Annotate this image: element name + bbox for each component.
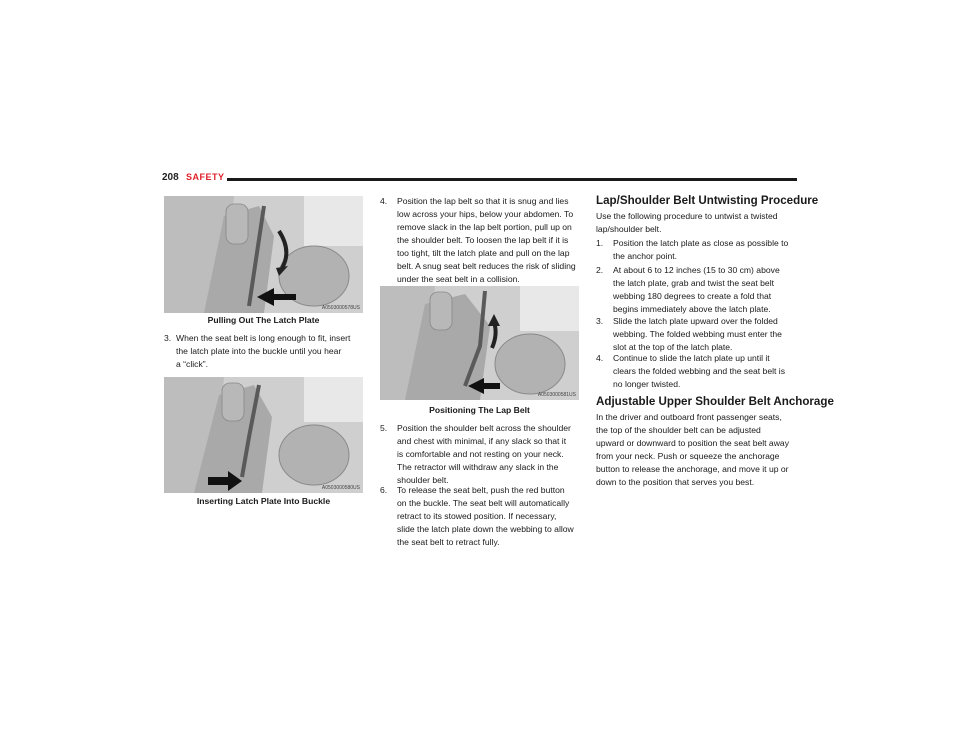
step-number: 4. — [596, 353, 604, 363]
step-number: 4. — [380, 196, 388, 206]
page-number: 208 — [162, 172, 179, 183]
step-text: To release the seat belt, push the red button on the buckle. The seat belt will automatically retract to its stowed position. If necessary, slide the latch plate down the webbing to allow the seat belt to retract fully. — [397, 485, 574, 547]
anchorage-text: In the driver and outboard front passenger seats, the top of the shoulder belt can be adjusted upward or downward to position the seat belt away from your neck. Push or squeeze the anchorage button to release the anchorage, and move it up or down to the position that serves you best. — [596, 412, 789, 487]
step-number: 5. — [380, 423, 388, 433]
step-text: At about 6 to 12 inches (15 to 30 cm) above the latch plate, grab and twist the seat belt webbing 180 degrees to create a fold that begins immediately above the latch plate. — [613, 265, 780, 314]
step-number: 3. — [164, 333, 172, 343]
step-number: 6. — [380, 485, 388, 495]
section-title: SAFETY — [186, 172, 225, 182]
figure-caption: Pulling Out The Latch Plate — [207, 315, 320, 325]
figure-inserting-latch-plate — [164, 377, 363, 493]
step-text: When the seat belt is long enough to fit, insert the latch plate into the buckle until you hear a “click”. — [176, 333, 351, 369]
step-number: 3. — [596, 316, 604, 326]
step-text: Position the shoulder belt across the shoulder and chest with minimal, if any slack so that it is comfortable and not resting on your neck. The retractor will withdraw any slack in the shoulder belt. — [397, 423, 571, 485]
step-text: Position the lap belt so that it is snug and lies low across your hips, below your abdomen. To remove slack in the lap belt portion, pull up on the shoulder belt. To loosen the lap belt if it is too tight, tilt the latch plate and pull on the lap belt. A snug seat belt reduces the risk of sliding under the seat belt in a collision. — [397, 196, 576, 284]
header-rule — [227, 178, 797, 181]
figure-caption: Inserting Latch Plate Into Buckle — [196, 496, 331, 506]
step-number: 2. — [596, 265, 604, 275]
figure-caption: Positioning The Lap Belt — [429, 405, 530, 415]
untwist-intro: Use the following procedure to untwist a twisted lap/shoulder belt. — [596, 211, 778, 234]
section-heading-anchorage: Adjustable Upper Shoulder Belt Anchorage — [596, 395, 834, 408]
figure-pulling-latch-plate — [164, 196, 363, 313]
figure-code: A0503000580US — [321, 485, 360, 491]
section-heading-untwisting: Lap/Shoulder Belt Untwisting Procedure — [596, 194, 819, 207]
figure-positioning-lap-belt — [380, 286, 579, 400]
figure-code: A0503000578US — [321, 305, 360, 311]
step-text: Slide the latch plate upward over the folded webbing. The folded webbing must enter the slot at the top of the latch plate. — [613, 316, 782, 352]
figure-code: A0503000581US — [537, 392, 576, 398]
step-text: Position the latch plate as close as possible to the anchor point. — [613, 238, 789, 261]
step-number: 1. — [596, 238, 604, 248]
step-text: Continue to slide the latch plate up until it clears the folded webbing and the seat belt is no longer twisted. — [613, 353, 785, 389]
